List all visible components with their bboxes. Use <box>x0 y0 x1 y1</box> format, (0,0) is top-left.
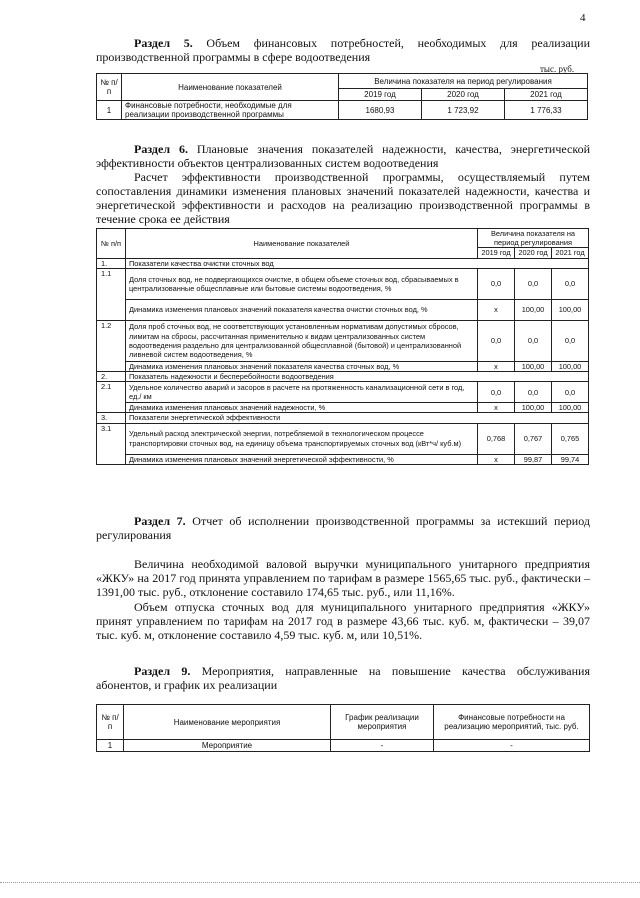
section7-title: Отчет об исполнении производственной программы за истекший период регулирования <box>96 514 590 542</box>
section7-paragraph-2: Объем отпуска сточных вод для муниципального унитарного предприятия «ЖКУ» принят управлением по тарифам на 2017 год в размере 43,66 тыс. куб. м, фактически – 39,07 тыс. куб. м, отклонение составило 4,59 тыс. куб. м, или 10,51%. <box>96 600 590 642</box>
row-value: 1 723,92 <box>421 101 504 120</box>
section6-title: Плановые значения показателей надежности, качества, энергетической эффективности объектов централизованных систем водоотведения <box>96 142 590 170</box>
row-name: Доля проб сточных вод, не соответствующих установленным нормативам допустимых сбросов, лимитам на сбросы, рассчитанная применительно к видам централизованных систем водоотведения раздельно для централизованной общесплавной (бытовой) и централизованной ливневой систем водоотведения, % <box>126 320 478 361</box>
row-value: 0,768 <box>478 423 515 454</box>
section6-paragraph: Расчет эффективности производственной программы, осуществляемый путем сопоставления динамики изменения плановых значений показателей надежности, качества и энергетической эффективности и расходов на реализацию производственной программы в течение срока ее действия <box>96 170 590 226</box>
row-name: Показатель надежности и бесперебойности водоотведения <box>126 372 589 382</box>
row-value: 99,74 <box>552 454 589 464</box>
row-num: 1.1 <box>97 268 126 320</box>
row-value: х <box>478 299 515 320</box>
row-value: 0,0 <box>515 320 552 361</box>
row-name: Мероприятие <box>124 740 331 752</box>
row-value: 100,00 <box>515 403 552 413</box>
section5-heading <box>96 36 590 64</box>
row-value: 0,765 <box>552 423 589 454</box>
row-value: 100,00 <box>552 299 589 320</box>
row-schedule: - <box>331 740 434 752</box>
row-name: Удельное количество аварий и засоров в расчете на протяженность канализационной сети в год, ед./ км <box>126 382 478 403</box>
row-value: 0,0 <box>552 268 589 299</box>
section6-table <box>96 228 589 465</box>
row-name: Динамика изменения плановых значений надежности, % <box>126 403 478 413</box>
year-header: 2020 год <box>421 89 504 101</box>
row-name: Показатели качества очистки сточных вод <box>126 258 589 268</box>
row-num: 1 <box>97 740 124 752</box>
row-value: 0,767 <box>515 423 552 454</box>
row-value: х <box>478 361 515 371</box>
year-header: 2021 год <box>504 89 587 101</box>
col-schedule: График реализации мероприятия <box>331 705 434 740</box>
row-value: 0,0 <box>515 268 552 299</box>
col-name: Наименование показателей <box>122 74 339 101</box>
row-value: 0,0 <box>478 268 515 299</box>
row-num: 1.2 <box>97 320 126 371</box>
row-value: х <box>478 454 515 464</box>
row-value: 100,00 <box>552 403 589 413</box>
row-fin: - <box>434 740 590 752</box>
col-name: Наименование показателей <box>126 229 478 259</box>
row-name: Доля сточных вод, не подвергающихся очистке, в общем объеме сточных вод, сбрасываемых в централизованные общесплавные или бытовые системы водоотведения, % <box>126 268 478 299</box>
row-value: 100,00 <box>515 361 552 371</box>
row-value: 100,00 <box>515 299 552 320</box>
row-value: 0,0 <box>552 382 589 403</box>
section7-paragraph-1: Величина необходимой валовой выручки муниципального унитарного предприятия «ЖКУ» на 2017 год принята управлением по тарифам в размере 1565,65 тыс. руб., фактически – 1391,00 тыс. руб., отклонение составило 174,65 тыс. руб., или 11,16%. <box>96 557 590 599</box>
section9-table <box>96 704 590 752</box>
col-num: № п/п <box>97 74 122 101</box>
section7-heading <box>96 514 590 542</box>
section6-heading <box>96 142 590 170</box>
page-number: 4 <box>580 12 586 24</box>
section7-label: Раздел 7. <box>134 514 186 528</box>
row-num: 3.1 <box>97 423 126 464</box>
section9-label: Раздел 9. <box>134 664 191 678</box>
row-value: 100,00 <box>552 361 589 371</box>
row-value: 0,0 <box>515 382 552 403</box>
row-name: Финансовые потребности, необходимые для реализации производственной программы <box>122 101 339 120</box>
section5-unit: тыс. руб. <box>540 64 575 74</box>
row-name: Динамика изменения плановых значений показателя качества очистки сточных вод, % <box>126 299 478 320</box>
row-value: 0,0 <box>478 320 515 361</box>
col-period: Величина показателя на период регулирования <box>339 74 588 89</box>
row-value: 0,0 <box>552 320 589 361</box>
row-num: 1 <box>97 101 122 120</box>
section5-label: Раздел 5. <box>134 36 193 50</box>
row-num: 3. <box>97 413 126 423</box>
row-name: Удельный расход электрической энергии, потребляемой в технологическом процессе транспортировки сточных вод, на единицу объема транспортируемых сточных вод (кВт*ч/ куб.м) <box>126 423 478 454</box>
scan-edge-line <box>0 882 640 884</box>
col-period: Величина показателя на период регулирования <box>478 229 589 248</box>
row-num: 2. <box>97 372 126 382</box>
section9-heading <box>96 664 590 692</box>
row-value: 99,87 <box>515 454 552 464</box>
section6-label: Раздел 6. <box>134 142 188 156</box>
section5-title: Объем финансовых потребностей, необходимых для реализации производственной программы в сфере водоотведения <box>96 36 590 64</box>
year-header: 2019 год <box>339 89 422 101</box>
col-fin: Финансовые потребности на реализацию мероприятий, тыс. руб. <box>434 705 590 740</box>
year-header: 2021 год <box>552 248 589 258</box>
year-header: 2019 год <box>478 248 515 258</box>
col-name: Наименование мероприятия <box>124 705 331 740</box>
row-name: Динамика изменения плановых значений показателя качества сточных вод, % <box>126 361 478 371</box>
row-value: 0,0 <box>478 382 515 403</box>
row-value: 1680,93 <box>339 101 422 120</box>
col-num: № п/п <box>97 229 126 259</box>
row-num: 1. <box>97 258 126 268</box>
row-value: х <box>478 403 515 413</box>
row-value: 1 776,33 <box>504 101 587 120</box>
row-num: 2.1 <box>97 382 126 413</box>
col-num: № п/п <box>97 705 124 740</box>
section5-table <box>96 73 588 120</box>
row-name: Динамика изменения плановых значений энергетической эффективности, % <box>126 454 478 464</box>
row-name: Показатели энергетической эффективности <box>126 413 589 423</box>
section9-title: Мероприятия, направленные на повышение качества обслуживания абонентов, и график их реализации <box>96 664 590 692</box>
year-header: 2020 год <box>515 248 552 258</box>
